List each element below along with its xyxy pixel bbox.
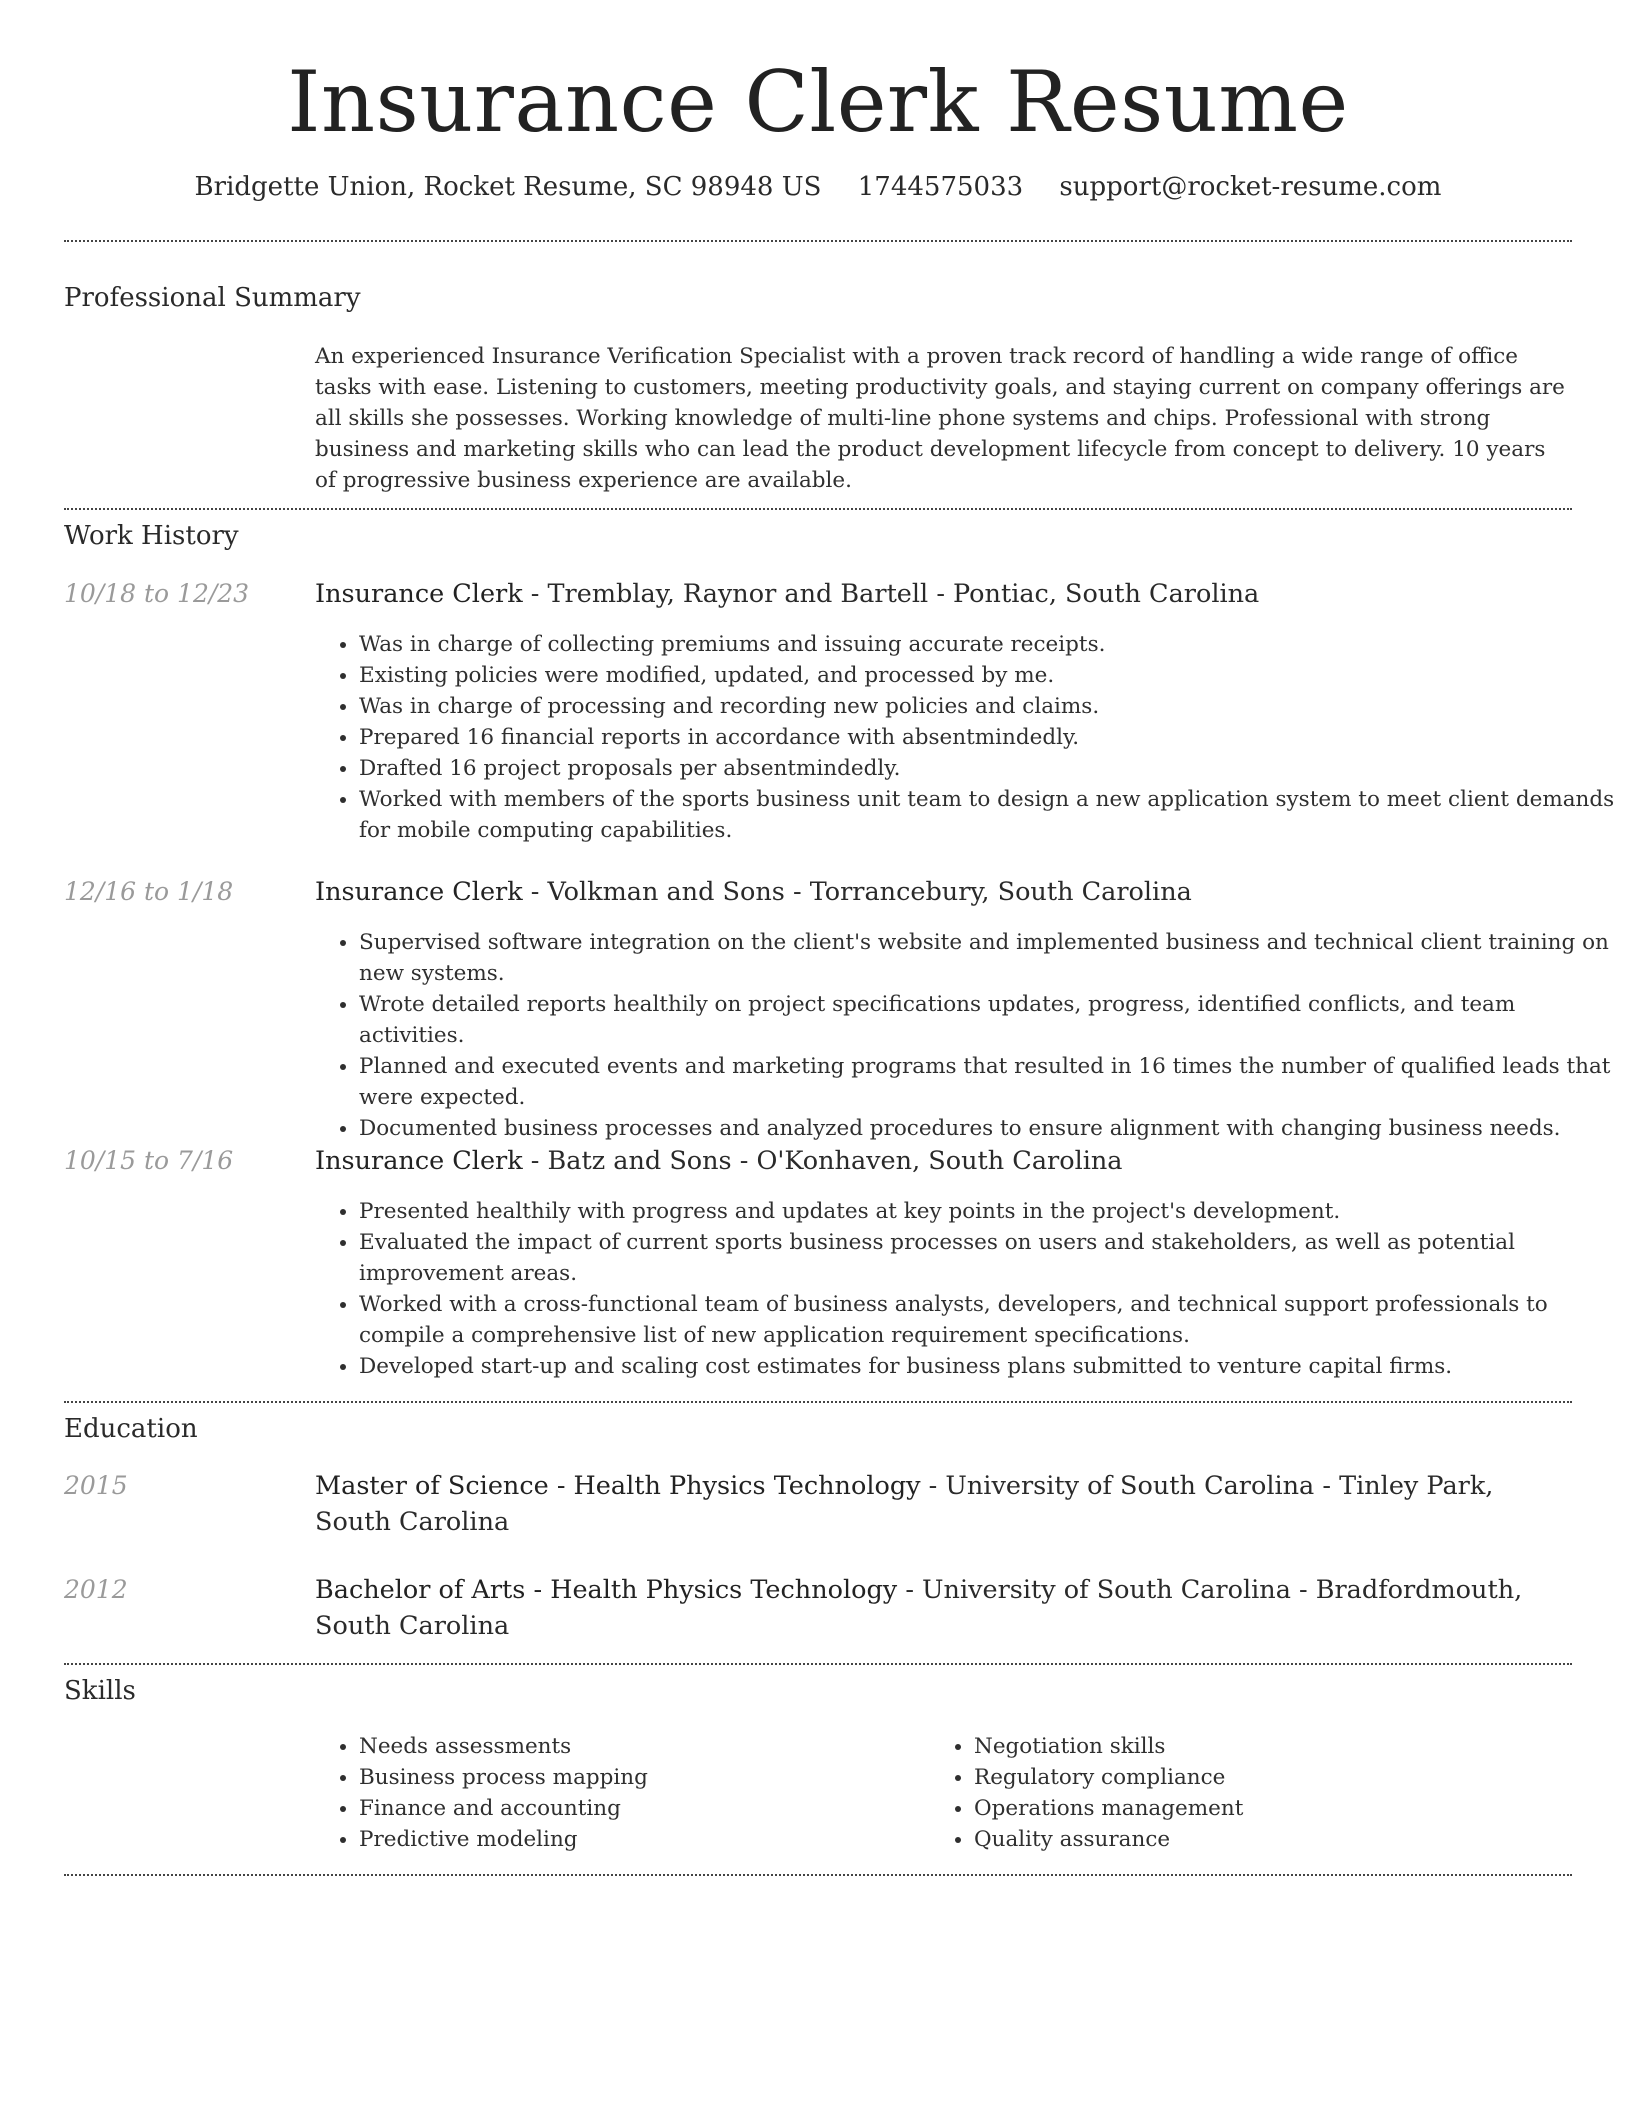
job-title bbox=[315, 874, 1572, 910]
education-entry bbox=[315, 1468, 1572, 1540]
contact-phone: 1744575033 bbox=[857, 172, 1024, 202]
contact-email: support@rocket-resume.com bbox=[1059, 172, 1442, 202]
skill-item: • Business process mapping bbox=[359, 1762, 929, 1793]
job-dates: 10/18 to 12/23 bbox=[64, 579, 250, 608]
job-title bbox=[315, 1143, 1572, 1179]
resume-title: Insurance Clerk Resume bbox=[287, 53, 1349, 151]
education-school: - University of South Carolina - Tinley Park, South Carolina bbox=[315, 1471, 1494, 1537]
skill-item: • Needs assessments bbox=[359, 1731, 929, 1762]
contact-line bbox=[64, 170, 1572, 204]
list-item: • Evaluated the impact of current sports business processes on users and stakeholders, as well as potential improvement areas. bbox=[359, 1227, 1616, 1289]
job-employer: - Batz and Sons - O'Konhaven, South Carolina bbox=[522, 1146, 1123, 1176]
section-title-work: Work History bbox=[64, 521, 239, 551]
contact-address: Bridgette Union, Rocket Resume, SC 98948 US bbox=[194, 172, 822, 202]
skill-item: • Operations management bbox=[974, 1793, 1574, 1824]
list-item: • Worked with members of the sports business unit team to design a new application system to meet client demands for mobile computing capabilities. bbox=[359, 784, 1616, 846]
divider bbox=[64, 508, 1572, 510]
education-degree: Bachelor of Arts - Health Physics Technology bbox=[315, 1575, 898, 1605]
list-item: • Developed start-up and scaling cost estimates for business plans submitted to venture capital firms. bbox=[359, 1351, 1616, 1382]
section-title-summary: Professional Summary bbox=[64, 283, 361, 313]
list-item: • Existing policies were modified, updated, and processed by me. bbox=[359, 660, 1616, 691]
skill-item: • Finance and accounting bbox=[359, 1793, 929, 1824]
education-degree: Master of Science - Health Physics Technology bbox=[315, 1471, 921, 1501]
education-year: 2015 bbox=[64, 1471, 128, 1500]
skill-item: • Predictive modeling bbox=[359, 1824, 929, 1855]
job-dates: 10/15 to 7/16 bbox=[64, 1146, 234, 1175]
summary-text: An experienced Insurance Verification Specialist with a proven track record of handling a wide range of office tasks with ease. Listening to customers, meeting productivity goals, and staying current on company offerings are all skills she possesses. Working knowledge of multi-line phone systems and chips. Professional with strong business and marketing skills who can lead the product development lifecycle from concept to delivery. 10 years of progressive business experience are available. bbox=[315, 344, 1565, 493]
job-role: Insurance Clerk bbox=[315, 1146, 523, 1176]
list-item: • Wrote detailed reports healthily on project specifications updates, progress, identified conflicts, and team activities. bbox=[359, 989, 1616, 1051]
list-item: • Was in charge of processing and recording new policies and claims. bbox=[359, 691, 1616, 722]
divider bbox=[64, 1401, 1572, 1403]
list-item: • Was in charge of collecting premiums and issuing accurate receipts. bbox=[359, 629, 1616, 660]
job-title bbox=[315, 576, 1572, 612]
job-employer: - Tremblay, Raynor and Bartell - Pontiac, South Carolina bbox=[522, 579, 1260, 609]
skill-item: • Regulatory compliance bbox=[974, 1762, 1574, 1793]
list-item: • Presented healthily with progress and updates at key points in the project's development. bbox=[359, 1196, 1616, 1227]
skills-list-left bbox=[315, 1731, 929, 1855]
divider bbox=[64, 240, 1572, 242]
divider bbox=[64, 1663, 1572, 1665]
education-year: 2012 bbox=[64, 1575, 128, 1604]
job-employer: - Volkman and Sons - Torrancebury, South Carolina bbox=[522, 877, 1192, 907]
education-entry bbox=[315, 1572, 1572, 1644]
job-bullets bbox=[315, 629, 1616, 846]
skills-list-right bbox=[930, 1731, 1574, 1855]
education-school: - University of South Carolina - Bradfordmouth, South Carolina bbox=[315, 1575, 1523, 1641]
list-item: • Drafted 16 project proposals per absentmindedly. bbox=[359, 753, 1616, 784]
job-role: Insurance Clerk bbox=[315, 877, 523, 907]
list-item: • Documented business processes and analyzed procedures to ensure alignment with changing business needs. bbox=[359, 1113, 1616, 1144]
list-item: • Prepared 16 financial reports in accordance with absentmindedly. bbox=[359, 722, 1616, 753]
skill-item: • Negotiation skills bbox=[974, 1731, 1574, 1762]
job-role: Insurance Clerk bbox=[315, 579, 523, 609]
list-item: • Supervised software integration on the client's website and implemented business and technical client training on new systems. bbox=[359, 927, 1616, 989]
job-bullets bbox=[315, 927, 1616, 1144]
job-dates: 12/16 to 1/18 bbox=[64, 877, 234, 906]
section-title-skills: Skills bbox=[64, 1676, 136, 1706]
list-item: • Worked with a cross-functional team of business analysts, developers, and technical support professionals to compile a comprehensive list of new application requirement specifications. bbox=[359, 1289, 1616, 1351]
section-title-education: Education bbox=[64, 1414, 198, 1444]
divider bbox=[64, 1874, 1572, 1876]
skill-item: • Quality assurance bbox=[974, 1824, 1574, 1855]
list-item: • Planned and executed events and marketing programs that resulted in 16 times the number of qualified leads that were expected. bbox=[359, 1051, 1616, 1113]
job-bullets bbox=[315, 1196, 1616, 1382]
